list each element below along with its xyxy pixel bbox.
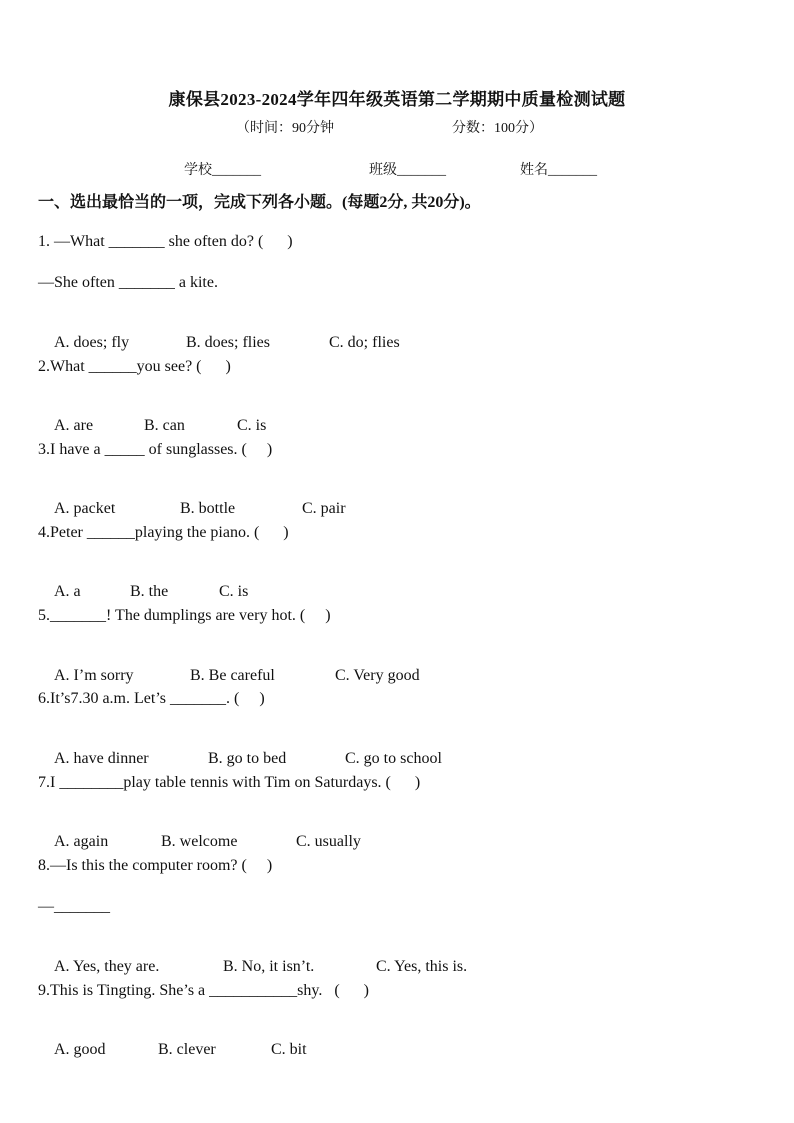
question-1-line-1: 1. —What _______ she often do? ( ) [38,233,293,250]
name-field: 姓名_______ [520,163,597,178]
option-c: C. Very good [335,667,420,684]
option-b: B. Be careful [190,667,275,684]
option-c: C. is [237,417,267,434]
question-6: 6.It’s7.30 a.m. Let’s _______. ( ) [38,690,265,707]
option-a: A. packet [54,500,116,517]
option-b: B. bottle [180,500,236,517]
question-4: 4.Peter ______playing the piano. ( ) [38,524,289,541]
option-c: C. go to school [345,750,442,767]
option-b: B. can [144,417,185,434]
question-9-options [38,1023,307,1077]
option-a: A. I’m sorry [54,667,134,684]
option-a: A. have dinner [54,750,149,767]
question-1-line-2: —She often _______ a kite. [38,274,218,291]
question-2: 2.What ______you see? ( ) [38,358,231,375]
page-title: 康保县2023-2024学年四年级英语第二学期期中质量检测试题 [168,90,626,109]
option-a: A. are [54,417,94,434]
option-c: C. Yes, this is. [376,958,468,975]
question-7: 7.I ________play table tennis with Tim on Saturdays. ( ) [38,774,421,791]
option-a: A. does; fly [54,334,130,351]
option-a: A. good [54,1041,106,1058]
question-9: 9.This is Tingting. She’s a ___________shy. ( ) [38,982,369,999]
question-5: 5._______! The dumplings are very hot. ( ) [38,607,331,624]
question-8-line-1: 8.—Is this the computer room? ( ) [38,857,273,874]
option-c: C. usually [296,833,361,850]
option-c: C. do; flies [329,334,400,351]
exam-score: 分数：100分） [452,121,543,136]
option-c: C. bit [271,1041,307,1058]
question-8-line-2: —_______ [38,898,110,915]
class-field: 班级_______ [369,163,446,178]
option-c: C. is [219,583,249,600]
option-b: B. No, it isn’t. [223,958,315,975]
school-field: 学校_______ [184,163,261,178]
option-c: C. pair [302,500,346,517]
option-b: B. welcome [161,833,238,850]
section-heading: 一、选出最恰当的一项，完成下列各小题。(每题2分, 共20分)。 [38,194,481,211]
option-a: A. Yes, they are. [54,958,160,975]
option-b: B. go to bed [208,750,287,767]
option-a: A. a [54,583,81,600]
exam-time: （时间：90分钟 [236,121,334,136]
option-b: B. clever [158,1041,216,1058]
question-3: 3.I have a _____ of sunglasses. ( ) [38,441,273,458]
option-b: B. the [130,583,169,600]
option-a: A. again [54,833,109,850]
option-b: B. does; flies [186,334,270,351]
